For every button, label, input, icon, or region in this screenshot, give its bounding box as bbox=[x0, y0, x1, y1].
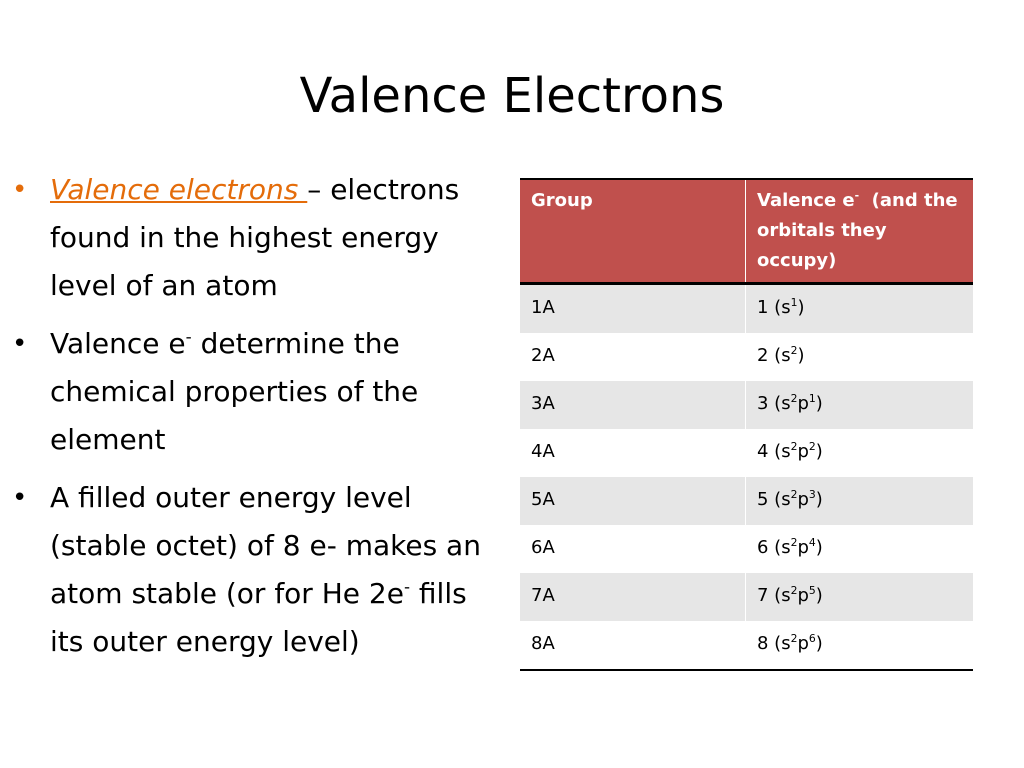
table-row bbox=[520, 284, 973, 334]
bullet-icon: • bbox=[12, 483, 28, 513]
valence-count: 3 bbox=[757, 393, 769, 414]
header-valence-note: (and the orbitals they occupy) bbox=[757, 190, 958, 271]
table-row bbox=[520, 573, 973, 621]
orbital-electron-count: 2 bbox=[790, 584, 798, 597]
cell-valence: 7 $(s^2p^5)$ bbox=[746, 573, 974, 621]
valence-count: 1 bbox=[757, 297, 769, 318]
definition-dash: – bbox=[307, 173, 322, 206]
bullet-superscript: - bbox=[403, 576, 410, 597]
table-header bbox=[520, 179, 973, 284]
orbital-letter: p bbox=[797, 489, 809, 510]
cell-group: 4A bbox=[520, 429, 746, 477]
header-group: Group bbox=[520, 179, 746, 284]
header-superscript: - bbox=[854, 189, 860, 202]
cell-group: 2A bbox=[520, 333, 746, 381]
header-valence bbox=[746, 179, 974, 284]
bullet-superscript: - bbox=[185, 326, 192, 347]
orbital-electron-count: 3 bbox=[808, 488, 816, 501]
valence-count: 7 bbox=[757, 585, 769, 606]
orbital-letter: p bbox=[797, 585, 809, 606]
valence-count: 8 bbox=[757, 633, 769, 654]
table-header-row bbox=[520, 179, 973, 284]
cell-valence: 4 $(s^2p^2)$ bbox=[746, 429, 974, 477]
orbital-letter: s bbox=[781, 345, 791, 366]
orbital-electron-count: 5 bbox=[808, 584, 816, 597]
orbital-electron-count: 2 bbox=[790, 488, 798, 501]
orbital-electron-count: 2 bbox=[790, 440, 798, 453]
cell-group: 5A bbox=[520, 477, 746, 525]
orbital-letter: s bbox=[781, 441, 791, 462]
bullet-stable-octet bbox=[12, 474, 502, 666]
valence-count: 5 bbox=[757, 489, 769, 510]
cell-group: 3A bbox=[520, 381, 746, 429]
valence-electrons-link[interactable]: Valence electrons bbox=[50, 173, 308, 206]
orbital-letter: s bbox=[781, 393, 791, 414]
cell-valence: 8 $(s^2p^6)$ bbox=[746, 621, 974, 670]
cell-group: 6A bbox=[520, 525, 746, 573]
orbital-letter: p bbox=[797, 537, 809, 558]
orbital-electron-count: 4 bbox=[808, 536, 816, 549]
cell-group: 1A bbox=[520, 284, 746, 334]
orbital-letter: s bbox=[781, 537, 791, 558]
cell-group: 8A bbox=[520, 621, 746, 670]
bullet-definition bbox=[12, 166, 502, 310]
bullet-icon: • bbox=[12, 175, 28, 205]
orbital-electron-count: 1 bbox=[790, 296, 798, 309]
cell-group: 7A bbox=[520, 573, 746, 621]
bullet-text-end: determine the chemical properties of the element bbox=[50, 327, 419, 456]
header-valence-label: Valence e bbox=[757, 190, 855, 211]
orbital-electron-count: 2 bbox=[790, 632, 798, 645]
bullet-text-start: A filled outer energy level (stable octet) of 8 e- makes an atom stable (or for He 2e bbox=[50, 481, 481, 610]
orbital-electron-count: 2 bbox=[790, 536, 798, 549]
table-row bbox=[520, 477, 973, 525]
table-row bbox=[520, 525, 973, 573]
orbital-electron-count: 1 bbox=[808, 392, 816, 405]
table-row bbox=[520, 333, 973, 381]
bullet-icon: • bbox=[12, 329, 28, 359]
cell-valence: 2 $(s^2)$ bbox=[746, 333, 974, 381]
bullet-list bbox=[12, 166, 502, 676]
valence-count: 2 bbox=[757, 345, 769, 366]
table-row bbox=[520, 381, 973, 429]
definition-text: electrons found in the highest energy level of an atom bbox=[50, 173, 460, 302]
cell-valence: 5 $(s^2p^3)$ bbox=[746, 477, 974, 525]
orbital-letter: p bbox=[797, 393, 809, 414]
valence-table bbox=[520, 178, 973, 671]
orbital-letter: p bbox=[797, 441, 809, 462]
valence-count: 6 bbox=[757, 537, 769, 558]
valence-table-container bbox=[520, 178, 973, 671]
orbital-electron-count: 6 bbox=[808, 632, 816, 645]
bullet-chemical-properties bbox=[12, 320, 502, 464]
orbital-electron-count: 2 bbox=[808, 440, 816, 453]
orbital-letter: s bbox=[781, 297, 791, 318]
table-body bbox=[520, 284, 973, 671]
orbital-letter: p bbox=[797, 633, 809, 654]
orbital-electron-count: 2 bbox=[790, 344, 798, 357]
cell-valence: 3 $(s^2p^1)$ bbox=[746, 381, 974, 429]
cell-valence: 1 $(s^1)$ bbox=[746, 284, 974, 334]
slide-title: Valence Electrons bbox=[299, 68, 725, 124]
orbital-electron-count: 2 bbox=[790, 392, 798, 405]
bullet-text-end: fills its outer energy level) bbox=[50, 577, 467, 658]
bullet-text-start: Valence e bbox=[50, 327, 186, 360]
orbital-letter: s bbox=[781, 489, 791, 510]
table-row bbox=[520, 621, 973, 670]
cell-valence: 6 $(s^2p^4)$ bbox=[746, 525, 974, 573]
valence-count: 4 bbox=[757, 441, 769, 462]
table-row bbox=[520, 429, 973, 477]
orbital-letter: s bbox=[781, 585, 791, 606]
orbital-letter: s bbox=[781, 633, 791, 654]
